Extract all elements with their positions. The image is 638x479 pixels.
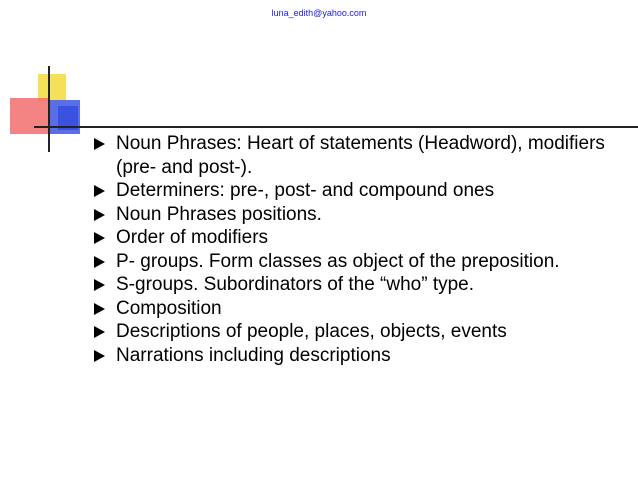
bullet-text: Noun Phrases: Heart of statements (Headword), modifiers (pre- and post-). [116, 133, 605, 178]
bullet-item [94, 344, 624, 368]
bullet-item [94, 179, 624, 203]
bullet-text: Narrations including descriptions [116, 344, 391, 366]
bullet-text: Order of modifiers [116, 227, 269, 248]
bullet-arrow-icon [94, 350, 105, 362]
bullet-arrow-icon [94, 326, 105, 338]
bullet-item [94, 203, 624, 227]
bullet-arrow-icon [94, 185, 105, 197]
bullet-text: Descriptions of people, places, objects, events [116, 321, 507, 342]
bullet-item [94, 226, 624, 250]
decorative-red-square [10, 98, 50, 134]
bullet-arrow-icon [94, 279, 105, 291]
bullet-text: Composition [116, 297, 222, 319]
bullet-arrow-icon [94, 232, 105, 244]
title-divider-line [34, 126, 638, 128]
bullet-item [94, 320, 624, 344]
bullet-list [94, 132, 624, 367]
bullet-arrow-icon [94, 256, 105, 268]
bullet-text: Determiners: pre-, post- and compound ones [116, 180, 495, 201]
bullet-item [94, 250, 624, 274]
bullet-text: Noun Phrases positions. [116, 203, 322, 225]
bullet-item [94, 132, 624, 179]
decorative-vertical-line [48, 66, 50, 152]
bullet-text: P- groups. Form classes as object of the preposition. [116, 250, 560, 272]
author-email: luna_edith@yahoo.com [271, 8, 367, 18]
bullet-item [94, 297, 624, 321]
bullet-arrow-icon [94, 138, 105, 150]
bullet-item [94, 273, 624, 297]
bullet-arrow-icon [94, 209, 105, 221]
bullet-text: S-groups. Subordinators of the “who” type. [116, 274, 475, 295]
bullet-arrow-icon [94, 303, 105, 315]
